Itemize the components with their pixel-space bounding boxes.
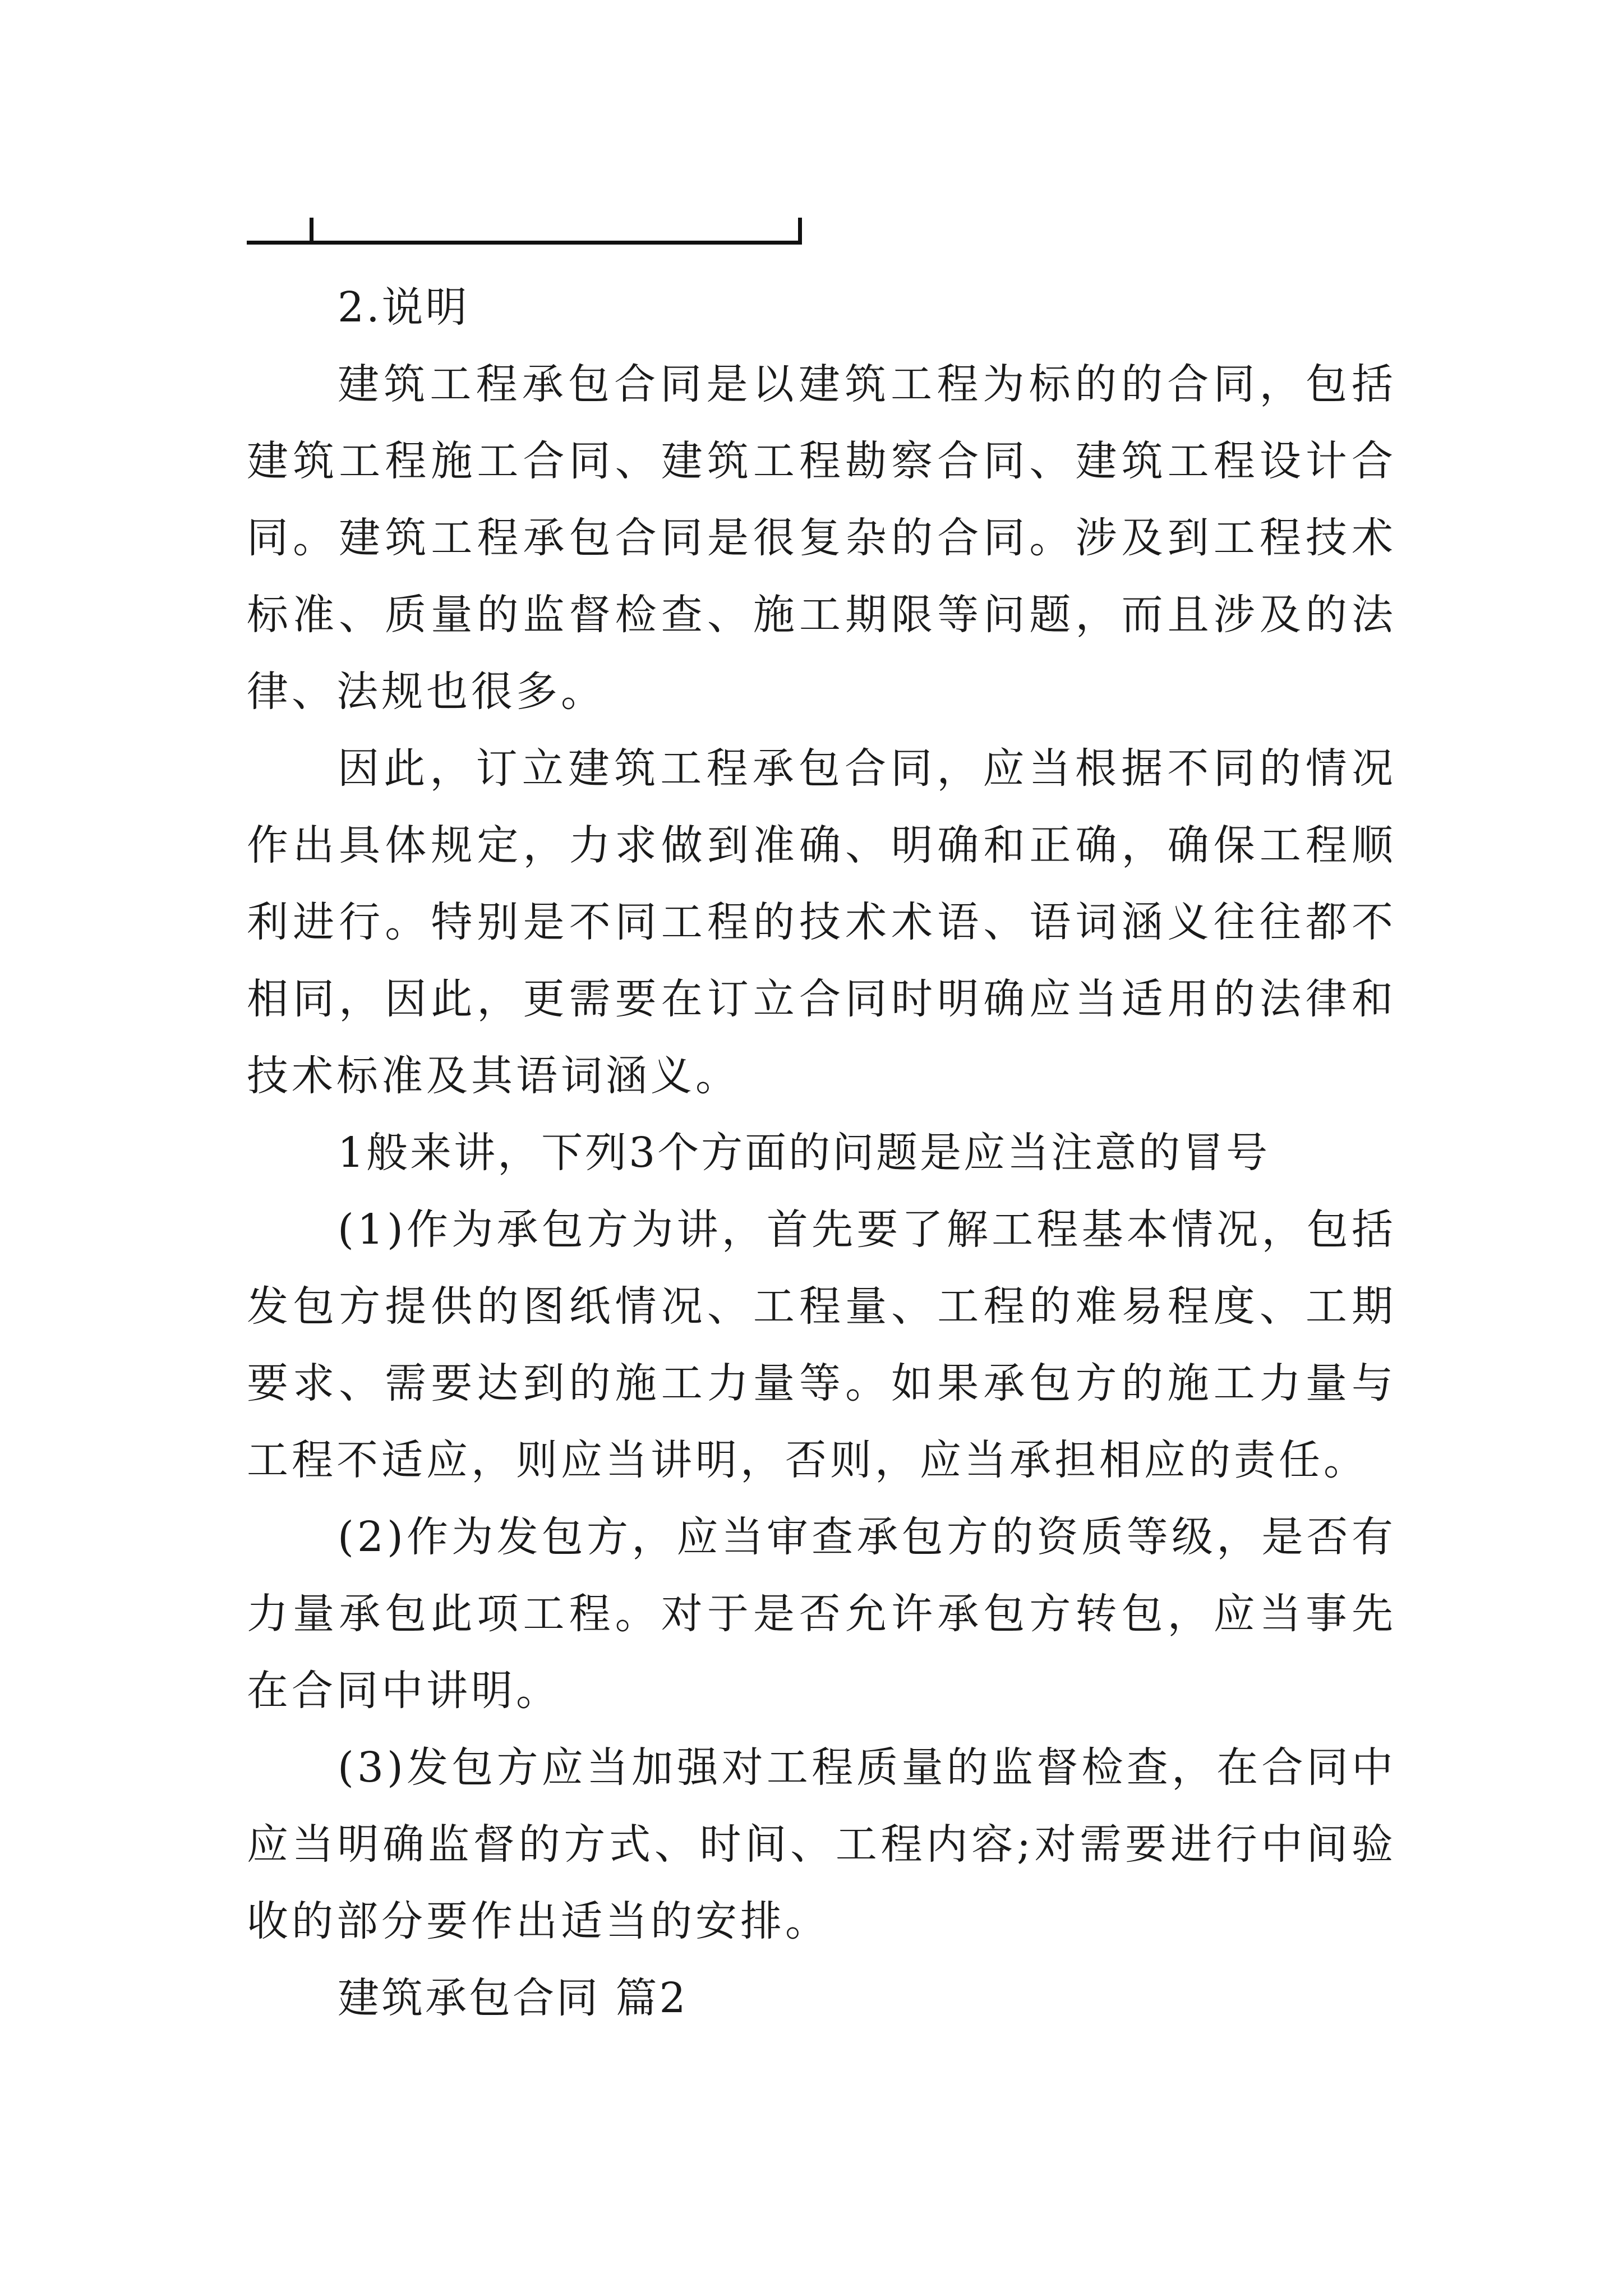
table-bottom-border — [247, 217, 802, 245]
table-column-divider-right — [798, 218, 802, 245]
paragraph-therefore: 因此，订立建筑工程承包合同，应当根据不同的情况作出具体规定，力求做到准确、明确和正确，确保工程顺利进行。特别是不同工程的技术术语、语词涵义往往都不相同，因此，更需要在订立合同时明确应当适用的法律和技术标准及其语词涵义。 — [247, 744, 1396, 1100]
table-horizontal-rule — [247, 241, 802, 245]
list-item-3: (3)发包方应当加强对工程质量的监督检查，在合同中应当明确监督的方式、时间、工程内容;对需要进行中间验收的部分要作出适当的安排。 — [247, 1743, 1396, 1945]
section-heading-explanation: 2.说明 — [338, 283, 469, 332]
table-column-divider-left — [310, 218, 313, 245]
paragraph-three-points-intro: 1般来讲，下列3个方面的问题是应当注意的冒号 — [338, 1129, 1270, 1177]
list-item-2: (2)作为发包方，应当审查承包方的资质等级，是否有力量承包此项工程。对于是否允许承包方转包，应当事先在合同中讲明。 — [247, 1513, 1396, 1715]
paragraph-contract-definition: 建筑工程承包合同是以建筑工程为标的的合同，包括建筑工程施工合同、建筑工程勘察合同、建筑工程设计合同。建筑工程承包合同是很复杂的合同。涉及到工程技术标准、质量的监督检查、施工期限等问题，而且涉及的法律、法规也很多。 — [247, 360, 1396, 716]
document-body — [247, 269, 1396, 2037]
list-item-1: (1)作为承包方为讲，首先要了解工程基本情况，包括发包方提供的图纸情况、工程量、工程的难易程度、工期要求、需要达到的施工力量等。如果承包方的施工力量与工程不适应，则应当讲明，否则，应当承担相应的责任。 — [247, 1205, 1396, 1484]
section-heading-part-2: 建筑承包合同 篇2 — [338, 1974, 688, 2022]
